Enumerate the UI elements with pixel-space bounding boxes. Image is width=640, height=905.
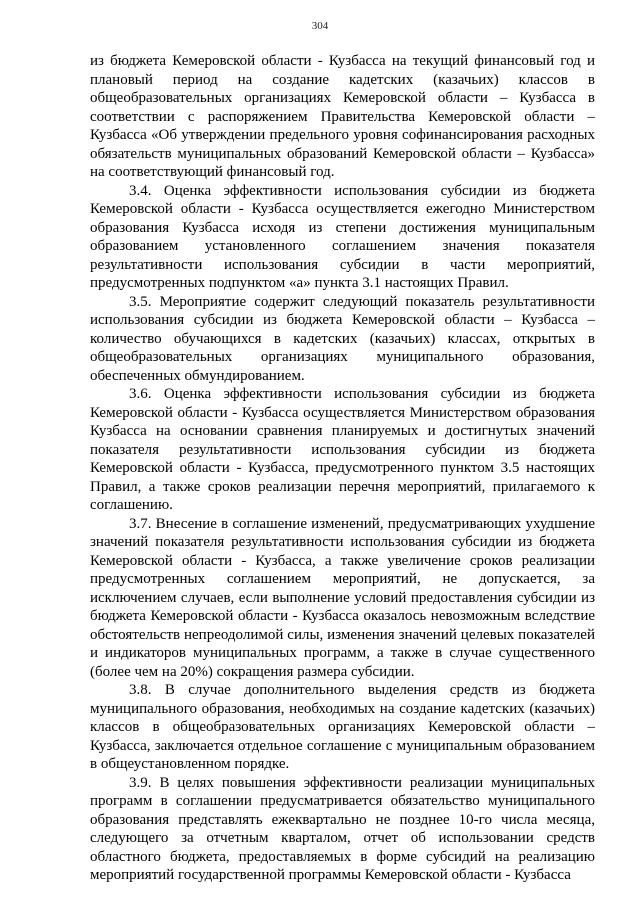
page-number: 304 [311,20,329,32]
paragraph-3-4: 3.4. Оценка эффективности использования субсидии из бюджета Кемеровской области - Кузбасса осуществляется ежегодно Министерством образования Кузбасса исходя из степени достижения муниципальным образованием установленного соглашением значения показателя результативности использования субсидии в части мероприятий, предусмотренных подпунктом «а» пункта 3.1 настоящих Правил. [90,182,595,291]
paragraph-3-7: 3.7. Внесение в соглашение изменений, предусматривающих ухудшение значений показателя результативности использования субсидии из бюджета Кемеровской области - Кузбасса, а также увеличение сроков реализации предусмотренных соглашением мероприятий, не допускается, за исключением случаев, если выполнение условий предоставления субсидии из бюджета Кемеровской области - Кузбасса оказалось невозможным вследствие обстоятельств непреодолимой силы, изменения значений целевых показателей и индикаторов муниципальных программ, а также в случае существенного (более чем на 20%) сокращения размера субсидии. [90,515,595,680]
document-body [90,52,595,885]
paragraph-3-5: 3.5. Мероприятие содержит следующий показатель результативности использования субсидии из бюджета Кемеровской области – Кузбасса – количество обучающихся в кадетских (казачьих) классах, открытых в общеобразовательных организациях муниципального образования, обеспеченных обмундированием. [90,293,595,384]
paragraph-3-6: 3.6. Оценка эффективности использования субсидии из бюджета Кемеровской области - Кузбасса осуществляется Министерством образования Кузбасса на основании сравнения планируемых и достигнутых значений показателя результативности использования субсидии из бюджета Кемеровской области - Кузбасса, предусмотренного пунктом 3.5 настоящих Правил, а также сроков реализации перечня мероприятий, прилагаемого к соглашению. [90,386,595,513]
paragraph-3-9: 3.9. В целях повышения эффективности реализации муниципальных программ в соглашении предусматривается обязательство муниципального образования представлять ежеквартально не позднее 10-го числа месяца, следующего за отчетным кварталом, отчет об использовании средств областного бюджета, предоставляемых в форме субсидий на реализацию мероприятий государственной программы Кемеровской области - Кузбасса [90,774,595,883]
paragraph-3-8: 3.8. В случае дополнительного выделения средств из бюджета муниципального образования, необходимых на создание кадетских (казачьих) классов в общеобразовательных организациях Кемеровской области – Кузбасса, заключается отдельное соглашение с муниципальным образованием в общеустановленном порядке. [90,682,595,772]
paragraph-continuation: из бюджета Кемеровской области - Кузбасса на текущий финансовый год и плановый период на создание кадетских (казачьих) классов в общеобразовательных организациях Кемеровской области – Кузбасса в соответствии с распоряжением Правительства Кемеровской области – Кузбасса «Об утверждении предельного уровня софинансирования расходных обязательств муниципальных образований Кемеровской области – Кузбасса» на соответствующий финансовый год. [90,53,595,180]
